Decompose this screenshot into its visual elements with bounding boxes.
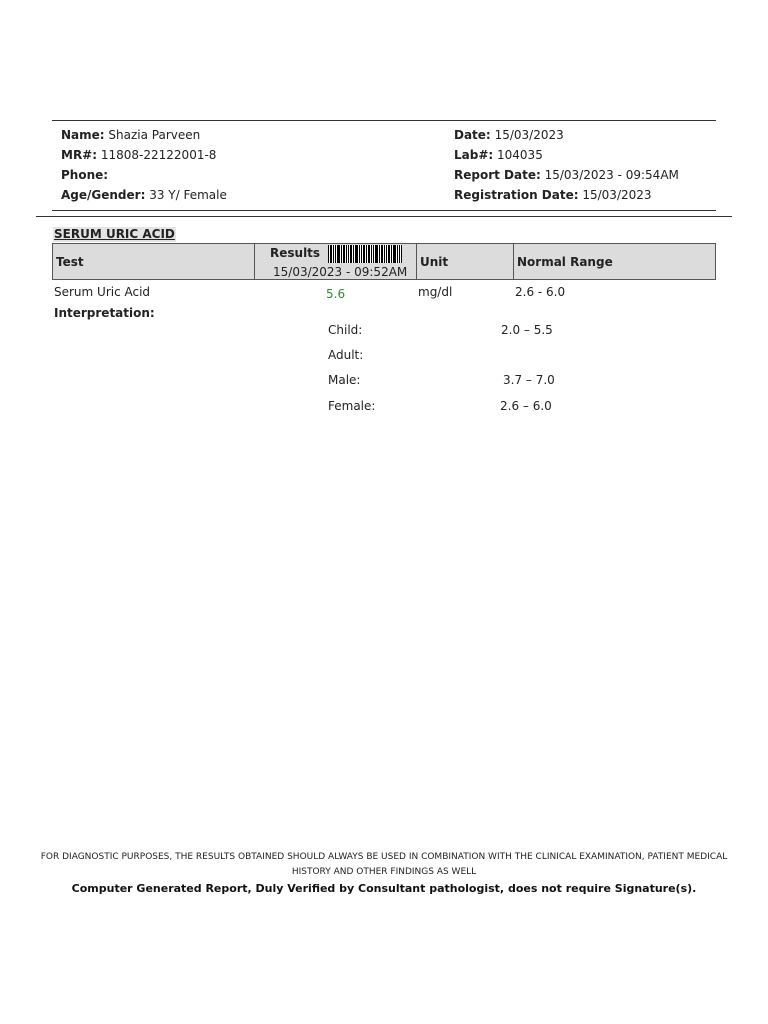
row-test-name: Serum Uric Acid [54, 285, 151, 299]
patient-name [61, 127, 200, 143]
row-unit: mg/dl [418, 285, 453, 299]
report-datetime-field [454, 167, 679, 183]
registration-date-field [454, 187, 652, 203]
header-normal-range [513, 244, 715, 279]
registration-date-value: 15/03/2023 [582, 188, 652, 202]
header-test [53, 244, 254, 279]
patient-phone [61, 167, 108, 183]
interpretation-male-label: Male: [328, 373, 361, 387]
patient-age-gender [61, 187, 227, 203]
report-datetime-value: 15/03/2023 - 09:54AM [544, 168, 679, 182]
header-full-rule [36, 216, 732, 217]
patient-mr-label: MR#: [61, 148, 98, 162]
interpretation-child-range: 2.0 – 5.5 [501, 323, 553, 337]
header-test-label: Test [56, 255, 84, 269]
date-value: 15/03/2023 [494, 128, 564, 142]
row-normal-range: 2.6 - 6.0 [515, 285, 566, 299]
header-normal-range-label: Normal Range [517, 255, 613, 269]
lab-number-value: 104035 [497, 148, 543, 162]
patient-phone-label: Phone: [61, 168, 109, 182]
section-title: SERUM URIC ACID [54, 227, 175, 241]
interpretation-female-label: Female: [328, 399, 376, 413]
header-results-datetime: 15/03/2023 - 09:52AM [273, 265, 408, 279]
interpretation-adult-label: Adult: [328, 348, 364, 362]
registration-date-label: Registration Date: [454, 188, 579, 202]
date-label: Date: [454, 128, 491, 142]
patient-name-value: Shazia Parveen [108, 128, 201, 142]
patient-mr [61, 147, 216, 163]
header-unit-label: Unit [420, 255, 449, 269]
interpretation-label: Interpretation: [54, 306, 155, 320]
patient-age-gender-label: Age/Gender: [61, 188, 146, 202]
interpretation-child-label: Child: [328, 323, 363, 337]
interpretation-female-range: 2.6 – 6.0 [500, 399, 552, 413]
patient-name-label: Name: [61, 128, 105, 142]
header-results [254, 244, 416, 279]
lab-number-field [454, 147, 543, 163]
report-datetime-label: Report Date: [454, 168, 541, 182]
report-date-field [454, 127, 564, 143]
header-results-label: Results [270, 246, 321, 260]
footer-verification: Computer Generated Report, Duly Verified by Consultant pathologist, does not require Signature(s). [71, 882, 697, 895]
header-unit [416, 244, 513, 279]
header-top-rule [52, 120, 716, 121]
lab-number-label: Lab#: [454, 148, 494, 162]
patient-mr-value: 11808-22122001-8 [100, 148, 217, 162]
patient-age-gender-value: 33 Y/ Female [149, 188, 227, 202]
footer-disclaimer: FOR DIAGNOSTIC PURPOSES, THE RESULTS OBTAINED SHOULD ALWAYS BE USED IN COMBINATION WITH THE CLINICAL EXAMINATION, PATIENT MEDICAL HISTORY AND OTHER FINDINGS AS WELL [40, 852, 728, 877]
interpretation-male-range: 3.7 – 7.0 [503, 373, 555, 387]
header-bottom-rule [52, 210, 716, 211]
results-table-header [52, 243, 716, 280]
barcode-icon [328, 245, 402, 263]
row-result-value: 5.6 [326, 287, 346, 301]
